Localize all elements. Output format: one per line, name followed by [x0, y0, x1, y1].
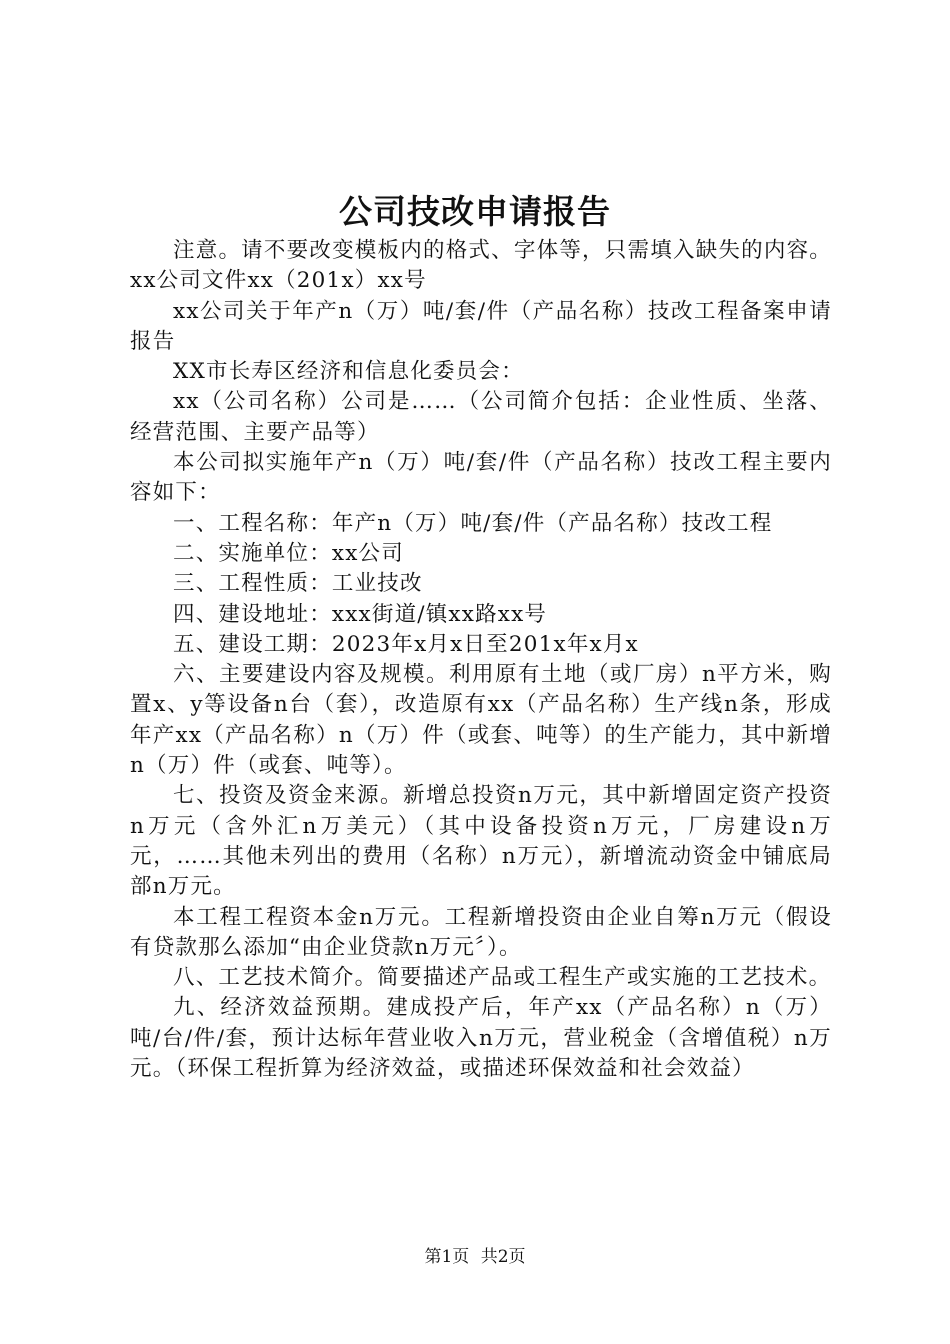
paragraph-process-technology: 八、工艺技术简介。简要描述产品或工程生产或实施的工艺技术。: [173, 965, 832, 991]
page-number: 第1页: [424, 1247, 470, 1267]
paragraph-project-nature: 三、工程性质：工业技改: [173, 571, 423, 597]
paragraph-company-intro: xx（公司名称）公司是……（公司简介包括：企业性质、坐落、经营范围、主要产品等）: [130, 389, 832, 445]
paragraph-capital: 本工程工程资本金n万元。工程新增投资由企业自筹n万元（假设有贷款那么添加“由企业贷款n万元〞）。: [130, 904, 832, 960]
document-title: 公司技改申请报告: [339, 192, 611, 231]
page-footer: [0, 1242, 950, 1267]
paragraph-construction-scope: 六、主要建设内容及规模。利用原有土地（或厂房）n平方米，购置x、y等设备n台（套），改造原有xx（产品名称）生产线n条，形成年产xx（产品名称）n（万）件（或套、吨等）的生产能力，其中新增n（万）件（或套、吨等）。: [130, 662, 832, 779]
page-total: 共2页: [480, 1247, 526, 1267]
paragraph-economic-benefit: 九、经济效益预期。建成投产后，年产xx（产品名称）n（万）吨/台/件/套，预计达标年营业收入n万元，营业税金（含增值税）n万元。（环保工程折算为经济效益，或描述环保效益和社会效益）: [130, 995, 832, 1082]
paragraph-construction-address: 四、建设地址：xxx街道/镇xx路xx号: [173, 601, 548, 627]
paragraph-implementing-unit: 二、实施单位：xx公司: [173, 540, 404, 566]
paragraph-investment: 七、投资及资金来源。新增总投资n万元，其中新增固定资产投资n万元（含外汇n万美元）（其中设备投资n万元，厂房建设n万元，……其他未列出的费用（名称）n万元），新增流动资金中铺底局部n万元。: [130, 783, 832, 900]
document-body: [130, 236, 832, 1084]
paragraph-construction-period: 五、建设工期：2023年x月x日至201x年x月x: [173, 631, 639, 657]
paragraph-project-intro: 本公司拟实施年产n（万）吨/套/件（产品名称）技改工程主要内容如下：: [130, 450, 832, 506]
paragraph-notice: 注意。请不要改变模板内的格式、字体等，只需填入缺失的内容。xx公司文件xx（201x）xx号: [130, 238, 832, 294]
paragraph-addressee: XX市长寿区经济和信息化委员会：: [173, 359, 524, 385]
paragraph-project-name: 一、工程名称：年产n（万）吨/套/件（产品名称）技改工程: [173, 510, 773, 536]
paragraph-report-title: xx公司关于年产n（万）吨/套/件（产品名称）技改工程备案申请报告: [130, 298, 832, 354]
